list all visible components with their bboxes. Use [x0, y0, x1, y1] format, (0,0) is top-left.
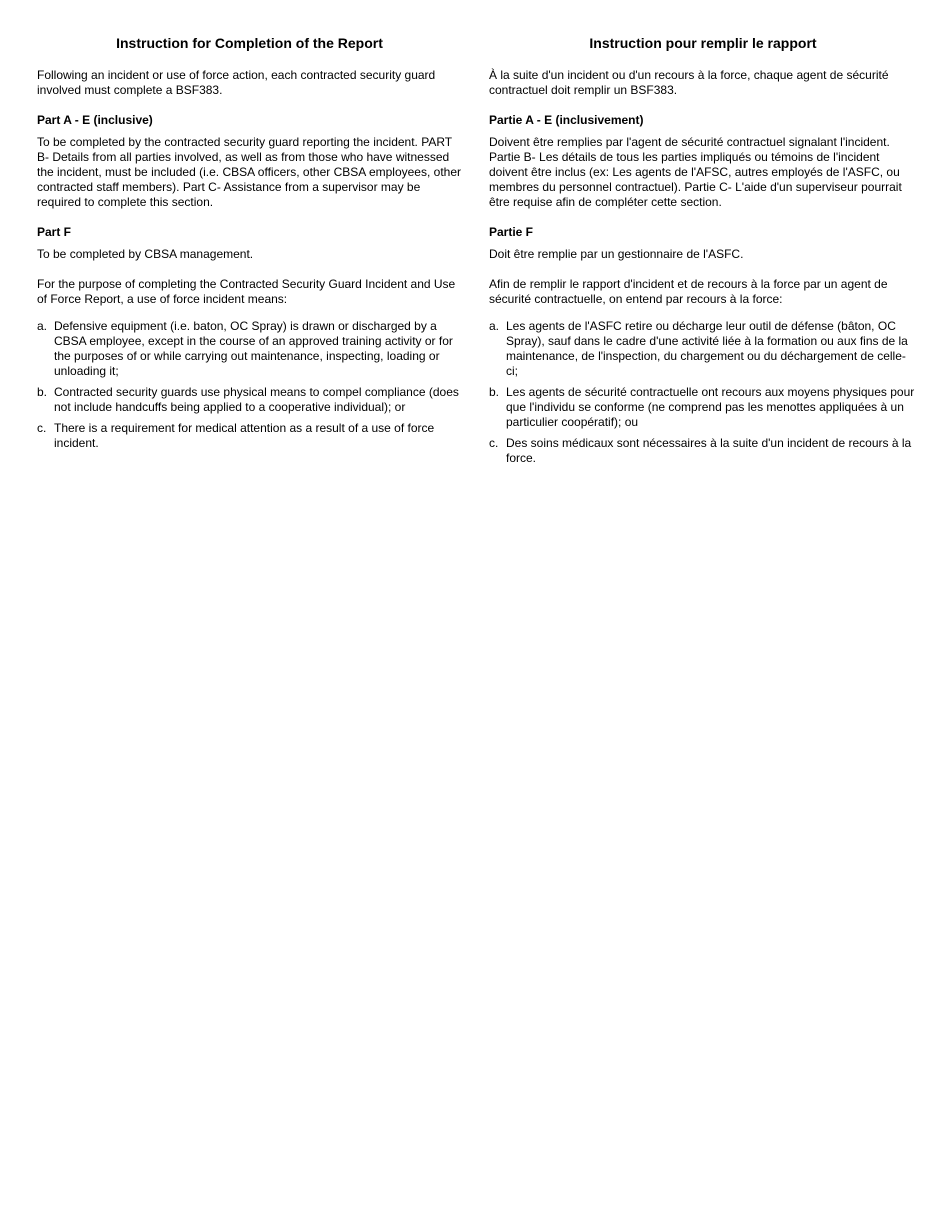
list-item	[489, 319, 917, 379]
english-part-f-text: To be completed by CBSA management.	[37, 247, 254, 261]
list-item-text: There is a requirement for medical attention as a result of a use of force incident.	[54, 421, 435, 450]
french-part-ae-text: Doivent être remplies par l'agent de sécurité contractuel signalant l'incident. Partie B- Les détails de tous les parties impliqués ou témoins de l'incident doivent être inclus (ex: Les agents de l'AFSC, autres employés de l'ASFC, ou membres du personnel contractuel). Partie C- L'aide d'un superviseur pourrait être requise afin de compléter cette section.	[489, 135, 902, 209]
list-item-text: Defensive equipment (i.e. baton, OC Spray) is drawn or discharged by a CBSA employee, except in the course of an approved training activity or for the purposes of or while carrying out maintenance, inspecting, loading or unloading it;	[54, 319, 453, 378]
french-definition-intro: Afin de remplir le rapport d'incident et de recours à la force par un agent de sécurité contractuelle, on entend par recours à la force:	[489, 277, 888, 306]
list-item-text: Les agents de sécurité contractuelle ont recours aux moyens physiques pour que l'individu se conforme (ne comprend pas les menottes appliquées à un particulier coopératif); ou	[506, 385, 915, 429]
english-definition-intro: For the purpose of completing the Contracted Security Guard Incident and Use of Force Report, a use of force incident means:	[37, 277, 456, 306]
english-instructions-column	[37, 35, 462, 457]
list-item-text: Les agents de l'ASFC retire ou décharge leur outil de défense (bâton, OC Spray), sauf dans le cadre d'une activité liée à la formation ou aux fins de la maintenance, de l'inspection, du chargement ou du déchargement de celle-ci;	[506, 319, 908, 378]
list-item	[37, 385, 462, 415]
french-title: Instruction pour remplir le rapport	[589, 35, 817, 51]
list-item	[489, 385, 917, 430]
list-item-marker: b.	[37, 385, 48, 399]
english-intro: Following an incident or use of force action, each contracted security guard involved must complete a BSF383.	[37, 68, 436, 97]
list-item	[37, 421, 462, 451]
list-item-marker: a.	[37, 319, 48, 333]
list-item	[37, 319, 462, 379]
list-item-text: Des soins médicaux sont nécessaires à la suite d'un incident de recours à la force.	[506, 436, 912, 465]
french-part-ae-heading: Partie A - E (inclusivement)	[489, 113, 644, 127]
french-intro: À la suite d'un incident ou d'un recours à la force, chaque agent de sécurité contractuel doit remplir un BSF383.	[489, 68, 889, 97]
list-item-marker: c.	[489, 436, 499, 450]
list-item-marker: c.	[37, 421, 47, 435]
list-item	[489, 436, 917, 466]
french-instructions-column	[489, 35, 917, 472]
english-definition-list	[37, 319, 462, 451]
english-part-ae-text: To be completed by the contracted security guard reporting the incident. PART B- Details from all parties involved, as well as from those who have witnessed the incident, must be included (i.e. CBSA officers, other CBSA employees, other contracted staff members). Part C- Assistance from a supervisor may be required to complete this section.	[37, 135, 462, 209]
list-item-text: Contracted security guards use physical means to compel compliance (does not include handcuffs being applied to a cooperative individual); or	[54, 385, 459, 414]
list-item-marker: a.	[489, 319, 500, 333]
list-item-marker: b.	[489, 385, 500, 399]
english-part-f-heading: Part F	[37, 225, 72, 239]
english-title: Instruction for Completion of the Report	[116, 35, 383, 51]
french-definition-list	[489, 319, 917, 466]
french-part-f-heading: Partie F	[489, 225, 534, 239]
french-part-f-text: Doit être remplie par un gestionnaire de l'ASFC.	[489, 247, 744, 261]
english-part-ae-heading: Part A - E (inclusive)	[37, 113, 153, 127]
